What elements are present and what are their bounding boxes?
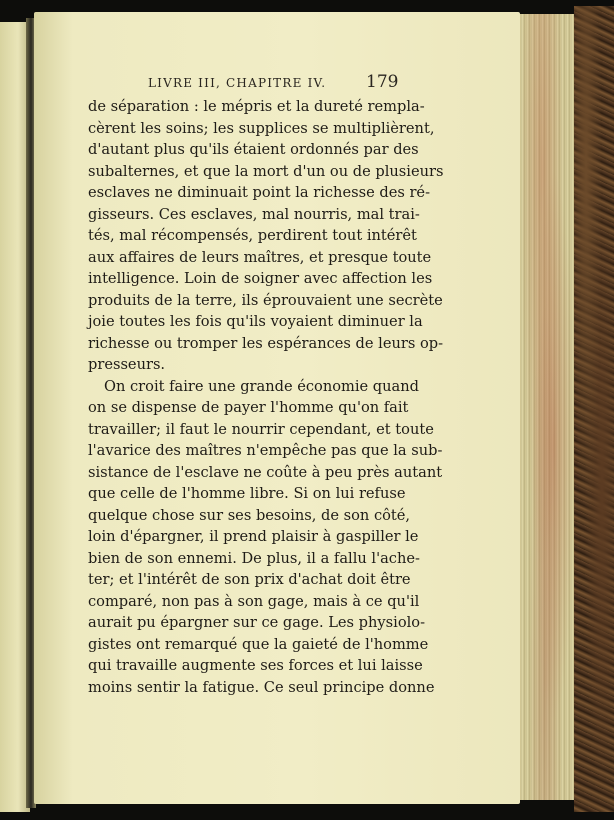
foxing-stain <box>520 14 576 800</box>
text-line: moins sentir la fatigue. Ce seul principe donne <box>88 678 435 696</box>
text-line: esclaves ne diminuait point la richesse des ré- <box>88 184 430 201</box>
text-line: tés, mal récompensés, perdirent tout intérêt <box>88 227 417 244</box>
text-line: cèrent les soins; les supplices se multiplièrent, <box>88 119 435 137</box>
text-line: l'avarice des maîtres n'empêche pas que la sub- <box>88 442 443 459</box>
text-line: de séparation : le mépris et la dureté rempla- <box>88 98 425 115</box>
text-line: travailler; il faut le nourrir cependant, et toute <box>88 420 434 438</box>
marbled-cover <box>574 6 614 812</box>
text-line: presseurs. <box>88 356 166 373</box>
text-line: gisseurs. Ces esclaves, mal nourris, mal trai- <box>88 205 420 223</box>
text-line: que celle de l'homme libre. Si on lui refuse <box>88 485 406 502</box>
paragraph-start-line: On croit faire une grande économie quand <box>104 377 419 395</box>
page-number: 179 <box>366 72 399 92</box>
text-line: qui travaille augmente ses forces et lui laisse <box>88 657 423 674</box>
text-line: aux affaires de leurs maîtres, et presque toute <box>88 248 432 266</box>
text-line: intelligence. Loin de soigner avec affection les <box>88 270 433 287</box>
text-line: produits de la terre, ils éprouvaient une secrète <box>88 291 443 309</box>
text-line: d'autant plus qu'ils étaient ordonnés par des <box>88 141 419 158</box>
text-line: gistes ont remarqué que la gaieté de l'homme <box>88 635 429 653</box>
text-line: subalternes, et que la mort d'un ou de plusieurs <box>88 162 444 180</box>
text-line: joie toutes les fois qu'ils voyaient diminuer la <box>88 313 423 330</box>
text-line: comparé, non pas à son gage, mais à ce qu'il <box>88 592 420 610</box>
text-line: aurait pu épargner sur ce gage. Les physiolo- <box>88 614 425 631</box>
text-line: on se dispense de payer l'homme qu'on fait <box>88 399 409 416</box>
running-head: LIVRE III, CHAPITRE IV. <box>148 76 327 90</box>
text-line: bien de son ennemi. De plus, il a fallu l'ache- <box>88 549 420 567</box>
text-line: richesse ou tromper les espérances de leurs op- <box>88 334 444 352</box>
text-line: quelque chose sur ses besoins, de son côté, <box>88 506 411 524</box>
text-line: ter; et l'intérêt de son prix d'achat doit être <box>88 571 411 588</box>
text-line: loin d'épargner, il prend plaisir à gaspiller le <box>88 528 419 545</box>
text-line: sistance de l'esclave ne coûte à peu près autant <box>88 463 443 481</box>
body-text <box>88 96 444 698</box>
